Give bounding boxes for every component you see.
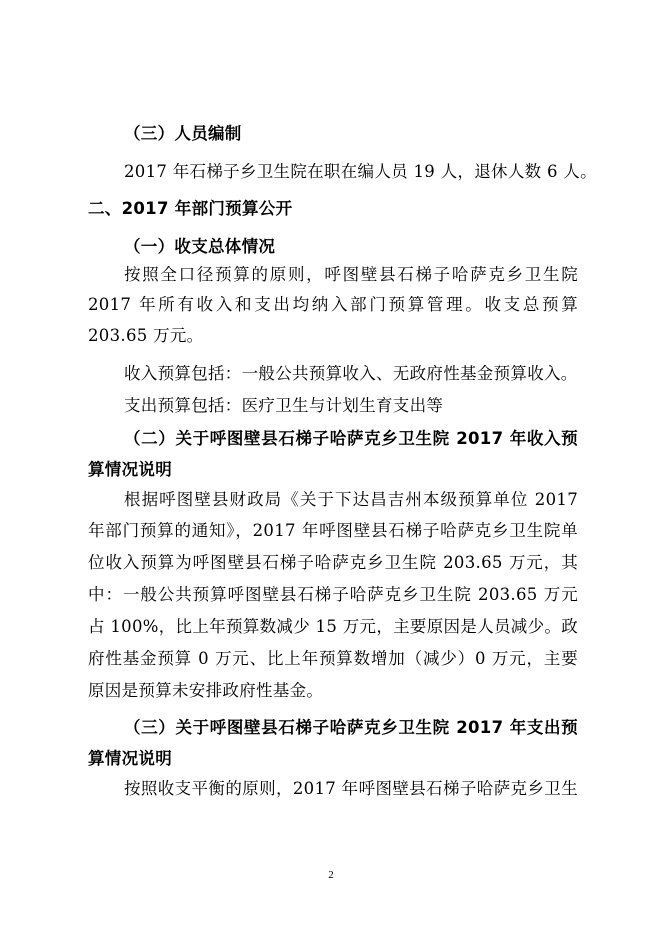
- section-heading-expenditure-cont: 算情况说明: [88, 749, 172, 768]
- paragraph-line: 中：一般公共预算呼图壁县石梯子哈萨克乡卫生院 203.65 万元: [88, 585, 578, 604]
- paragraph-line: 府性基金预算 0 万元、比上年预算数增加（减少）0 万元，主要: [88, 649, 578, 668]
- section-heading-overview: （一）收支总体情况: [124, 237, 276, 256]
- paragraph-line: 2017 年所有收入和支出均纳入部门预算管理。收支总预算: [88, 295, 578, 314]
- section-heading-expenditure: （三）关于呼图壁县石梯子哈萨克乡卫生院 2017 年支出预: [124, 718, 578, 737]
- paragraph-line: 根据呼图壁县财政局《关于下达昌吉州本级预算单位 2017: [124, 490, 578, 509]
- chapter-heading-budget: 二、2017 年部门预算公开: [88, 199, 293, 218]
- paragraph-line: 2017 年石梯子乡卫生院在职在编人员 19 人，退休人数 6 人。: [124, 162, 597, 181]
- paragraph-line: 占 100%，比上年预算数减少 15 万元，主要原因是人员减少。政: [88, 617, 578, 636]
- paragraph-line: 按照全口径预算的原则，呼图壁县石梯子哈萨克乡卫生院: [124, 265, 578, 284]
- section-heading-income-cont: 算情况说明: [88, 460, 172, 479]
- page-number: 2: [328, 869, 334, 881]
- paragraph-line: 支出预算包括：医疗卫生与计划生育支出等: [124, 396, 444, 415]
- paragraph-line: 203.65 万元。: [88, 326, 204, 345]
- paragraph-line: 按照收支平衡的原则，2017 年呼图壁县石梯子哈萨克乡卫生: [124, 779, 578, 798]
- paragraph-line: 原因是预算未安排政府性基金。: [88, 681, 324, 700]
- paragraph-line: 收入预算包括：一般公共预算收入、无政府性基金预算收入。: [124, 364, 578, 383]
- paragraph-line: 年部门预算的通知》，2017 年呼图壁县石梯子哈萨克乡卫生院单: [88, 521, 578, 540]
- section-heading-income: （二）关于呼图壁县石梯子哈萨克乡卫生院 2017 年收入预: [124, 429, 578, 448]
- paragraph-line: 位收入预算为呼图壁县石梯子哈萨克乡卫生院 203.65 万元，其: [88, 553, 578, 572]
- section-heading-staffing: （三）人员编制: [124, 124, 242, 143]
